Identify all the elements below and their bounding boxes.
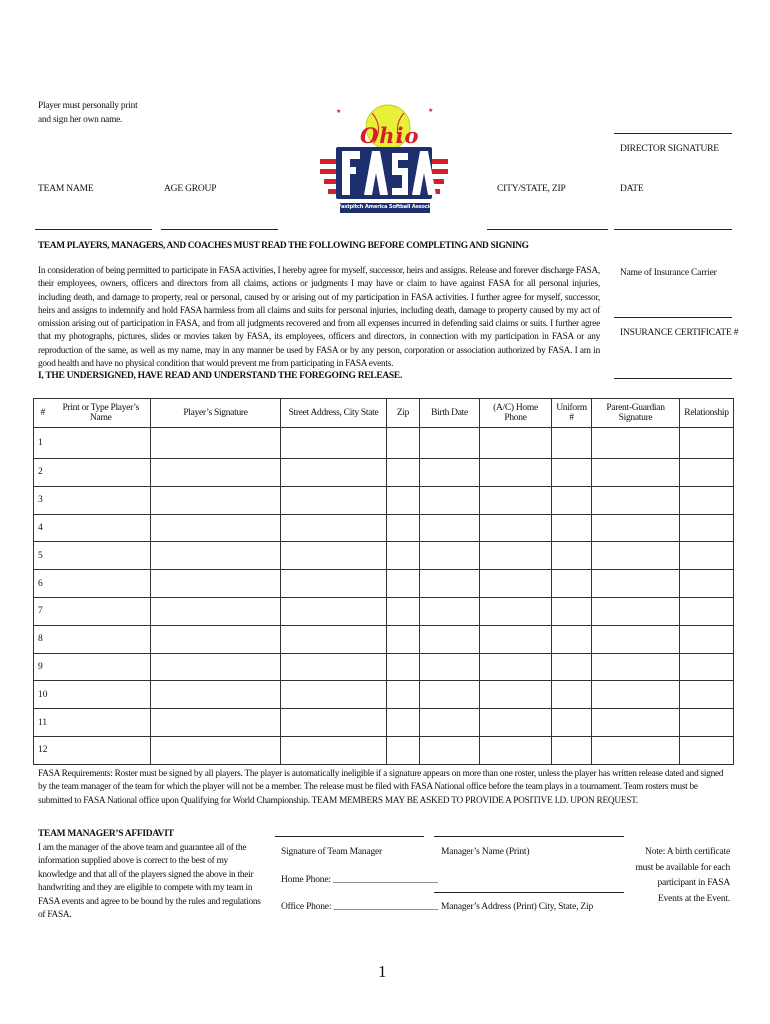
player-signature-cell[interactable]	[151, 736, 281, 764]
svg-text:★: ★	[428, 107, 434, 114]
insurance-certificate-label: INSURANCE CERTIFICATE #	[620, 328, 739, 338]
zip-cell[interactable]	[387, 625, 420, 653]
uniform-number-cell[interactable]	[552, 625, 592, 653]
manager-name-line	[434, 836, 624, 837]
manager-address-label: Manager’s Address (Print) City, State, Zip	[441, 902, 594, 912]
birth-date-cell[interactable]	[420, 486, 480, 514]
zip-cell[interactable]	[387, 736, 420, 764]
table-row	[34, 514, 734, 542]
manager-signature-line	[275, 836, 424, 837]
svg-text:★: ★	[336, 108, 342, 115]
row-number: 7	[34, 597, 52, 625]
col-player-name: Print or Type Player’s Name	[52, 399, 151, 428]
birth-date-cell[interactable]	[420, 514, 480, 542]
ohio-fasa-logo	[318, 103, 450, 221]
street-address-cell[interactable]	[281, 570, 387, 598]
parent-signature-cell[interactable]	[592, 459, 680, 487]
col-number: #	[34, 399, 52, 428]
player-signature-cell[interactable]	[151, 514, 281, 542]
zip-cell[interactable]	[387, 653, 420, 681]
table-row	[34, 736, 734, 764]
row-number: 9	[34, 653, 52, 681]
city-state-zip-line	[487, 229, 608, 230]
row-number: 5	[34, 542, 52, 570]
table-row	[34, 459, 734, 487]
player-signature-cell[interactable]	[151, 459, 281, 487]
relationship-cell[interactable]	[680, 570, 734, 598]
roster-body	[34, 428, 734, 765]
uniform-number-cell[interactable]	[552, 709, 592, 737]
parent-signature-cell[interactable]	[592, 597, 680, 625]
manager-address-line	[434, 892, 624, 893]
affidavit-heading: TEAM MANAGER’S AFFIDAVIT	[38, 829, 174, 839]
player-name-cell[interactable]	[52, 653, 151, 681]
birth-date-cell[interactable]	[420, 459, 480, 487]
team-name-label: TEAM NAME	[38, 184, 94, 194]
relationship-cell[interactable]	[680, 428, 734, 459]
relationship-cell[interactable]	[680, 542, 734, 570]
street-address-cell[interactable]	[281, 681, 387, 709]
table-row	[34, 653, 734, 681]
player-name-cell[interactable]	[52, 459, 151, 487]
parent-signature-cell[interactable]	[592, 570, 680, 598]
city-state-zip-label: CITY/STATE, ZIP	[497, 184, 566, 194]
street-address-cell[interactable]	[281, 653, 387, 681]
uniform-number-cell[interactable]	[552, 486, 592, 514]
uniform-number-cell[interactable]	[552, 570, 592, 598]
player-name-cell[interactable]	[52, 542, 151, 570]
fasa-requirements: FASA Requirements: Roster must be signed by all players. The player is automatically ineligible if a signature appears on more than one roster, unless the player has written release dated and signed by the team manager of the team for which the player will not be a member. The release must be filed with FASA National office before the team plays in a tournament. Team rosters must be submitted to FASA National office upon Qualifying for World Championship. TEAM MEMBERS MAY BE ASKED TO PROVIDE A POSITIVE I.D. UPON REQUEST.	[38, 769, 724, 806]
parent-signature-cell[interactable]	[592, 681, 680, 709]
home-phone-text: Home Phone:	[281, 875, 331, 885]
home-phone-cell[interactable]	[480, 709, 552, 737]
manager-name-label: Manager’s Name (Print)	[441, 847, 530, 857]
col-player-signature: Player’s Signature	[151, 399, 281, 428]
home-phone-cell[interactable]	[480, 428, 552, 459]
row-number: 6	[34, 570, 52, 598]
roster-header-row	[34, 399, 734, 428]
signature-of-team-manager-label: Signature of Team Manager	[281, 847, 382, 857]
zip-cell[interactable]	[387, 428, 420, 459]
zip-cell[interactable]	[387, 709, 420, 737]
home-phone-label	[281, 874, 438, 886]
relationship-cell[interactable]	[680, 597, 734, 625]
table-row	[34, 542, 734, 570]
table-row	[34, 428, 734, 459]
zip-cell[interactable]	[387, 459, 420, 487]
parent-signature-cell[interactable]	[592, 486, 680, 514]
zip-cell[interactable]	[387, 597, 420, 625]
player-signature-cell[interactable]	[151, 625, 281, 653]
relationship-cell[interactable]	[680, 459, 734, 487]
player-name-cell[interactable]	[52, 597, 151, 625]
zip-cell[interactable]	[387, 542, 420, 570]
birth-date-cell[interactable]	[420, 736, 480, 764]
player-name-cell[interactable]	[52, 570, 151, 598]
birth-date-cell[interactable]	[420, 653, 480, 681]
street-address-cell[interactable]	[281, 597, 387, 625]
player-name-cell[interactable]	[52, 486, 151, 514]
table-row	[34, 486, 734, 514]
birth-date-cell[interactable]	[420, 681, 480, 709]
parent-signature-cell[interactable]	[592, 709, 680, 737]
director-signature-line	[614, 133, 732, 134]
uniform-number-cell[interactable]	[552, 428, 592, 459]
relationship-cell[interactable]	[680, 681, 734, 709]
street-address-cell[interactable]	[281, 459, 387, 487]
row-number: 12	[34, 736, 52, 764]
home-phone-cell[interactable]	[480, 514, 552, 542]
birth-date-cell[interactable]	[420, 709, 480, 737]
home-phone-cell[interactable]	[480, 486, 552, 514]
insurance-carrier-line	[614, 317, 732, 318]
row-number: 1	[34, 428, 52, 459]
row-number: 2	[34, 459, 52, 487]
col-uniform-number: Uniform #	[552, 399, 592, 428]
date-label: DATE	[620, 184, 644, 194]
col-home-phone: (A/C) Home Phone	[480, 399, 552, 428]
col-street-address: Street Address, City State	[281, 399, 387, 428]
release-body: In consideration of being permitted to participate in FASA activities, I hereby agree for myself, successor, heirs and assigns. Release and forever discharge FASA, their employees, owners, officers and directors from all claims, actions or judgments I may have or claim to have against FASA for all personal injuries, including death, and damage to property, real or personal, caused by or arising out of my participation in FASA activities. I further agree for myself, successor, heirs and assigns to indemnify and hold FASA harmless from all claims and suits for personal injuries, including death, damage to property caused by my act of omission arising out of participation in FASA, and from all judgments recovered and from all expenses incurred in defending said claims or suits. I further agree that my photographs, pictures, slides or movies taken by FASA, its employees, officers and directors, in connection with my participation in FASA or any reproduction of the same, as well as my name, may in any manner be used by FASA or by any person, corporation or association authorized by FASA. I am in good health and have no physical condition that would prevent me from participating in FASA events.	[38, 266, 600, 370]
birth-date-cell[interactable]	[420, 570, 480, 598]
parent-signature-cell[interactable]	[592, 514, 680, 542]
parent-signature-cell[interactable]	[592, 428, 680, 459]
release-heading: TEAM PLAYERS, MANAGERS, AND COACHES MUST READ THE FOLLOWING BEFORE COMPLETING AND SIGNING	[38, 241, 529, 251]
player-signature-cell[interactable]	[151, 709, 281, 737]
director-signature-label: DIRECTOR SIGNATURE	[620, 144, 719, 154]
office-phone-text: Office Phone:	[281, 902, 332, 912]
relationship-cell[interactable]	[680, 625, 734, 653]
parent-signature-cell[interactable]	[592, 542, 680, 570]
row-number: 10	[34, 681, 52, 709]
player-signature-cell[interactable]	[151, 681, 281, 709]
player-signature-cell[interactable]	[151, 653, 281, 681]
street-address-cell[interactable]	[281, 514, 387, 542]
affidavit-body: I am the manager of the above team and guarantee all of the information supplied above is correct to the best of my knowledge and that all of the players signed the above in their handwriting and they are eligible to compete with my team in FASA events and agree to be bound by the rules and regulations of FASA.	[38, 843, 261, 921]
table-row	[34, 625, 734, 653]
home-phone-cell[interactable]	[480, 542, 552, 570]
table-row	[34, 597, 734, 625]
player-name-cell[interactable]	[52, 625, 151, 653]
player-name-cell[interactable]	[52, 514, 151, 542]
street-address-cell[interactable]	[281, 428, 387, 459]
uniform-number-cell[interactable]	[552, 542, 592, 570]
date-line	[614, 229, 732, 230]
player-signature-cell[interactable]	[151, 570, 281, 598]
insurance-certificate-line	[614, 378, 732, 379]
insurance-carrier-label: Name of Insurance Carrier	[620, 268, 717, 278]
team-name-line	[35, 229, 152, 230]
birth-date-cell[interactable]	[420, 597, 480, 625]
player-signature-cell[interactable]	[151, 597, 281, 625]
street-address-cell[interactable]	[281, 625, 387, 653]
zip-cell[interactable]	[387, 570, 420, 598]
relationship-cell[interactable]	[680, 709, 734, 737]
home-phone-cell[interactable]	[480, 597, 552, 625]
street-address-cell[interactable]	[281, 736, 387, 764]
row-number: 3	[34, 486, 52, 514]
zip-cell[interactable]	[387, 514, 420, 542]
uniform-number-cell[interactable]	[552, 459, 592, 487]
street-address-cell[interactable]	[281, 709, 387, 737]
col-birth-date: Birth Date	[420, 399, 480, 428]
player-instruction: Player must personally print and sign her own name.	[38, 101, 138, 125]
table-row	[34, 570, 734, 598]
uniform-number-cell[interactable]	[552, 514, 592, 542]
home-phone-cell[interactable]	[480, 625, 552, 653]
birth-date-cell[interactable]	[420, 542, 480, 570]
uniform-number-cell[interactable]	[552, 736, 592, 764]
row-number: 4	[34, 514, 52, 542]
col-zip: Zip	[387, 399, 420, 428]
uniform-number-cell[interactable]	[552, 597, 592, 625]
release-acknowledgement: I, THE UNDERSIGNED, HAVE READ AND UNDERSTAND THE FOREGOING RELEASE.	[38, 371, 403, 381]
col-parent-signature: Parent-Guardian Signature	[592, 399, 680, 428]
zip-cell[interactable]	[387, 486, 420, 514]
player-signature-cell[interactable]	[151, 542, 281, 570]
street-address-cell[interactable]	[281, 542, 387, 570]
relationship-cell[interactable]	[680, 486, 734, 514]
age-group-line	[161, 229, 278, 230]
page-number: 1	[378, 962, 387, 981]
home-phone-cell[interactable]	[480, 459, 552, 487]
player-name-cell[interactable]	[52, 681, 151, 709]
logo-subtitle: Fastpitch America Softball Association	[338, 204, 444, 210]
office-phone-label	[281, 901, 438, 913]
parent-signature-cell[interactable]	[592, 625, 680, 653]
home-phone-cell[interactable]	[480, 570, 552, 598]
parent-signature-cell[interactable]	[592, 736, 680, 764]
birth-date-cell[interactable]	[420, 625, 480, 653]
home-phone-cell[interactable]	[480, 653, 552, 681]
relationship-cell[interactable]	[680, 736, 734, 764]
home-phone-blank[interactable]: _______________________	[332, 875, 438, 885]
office-phone-blank[interactable]: _______________________	[333, 902, 439, 912]
birth-certificate-note: Note: A birth certificate must be available for each participant in FASA Events at the Event.	[635, 847, 730, 904]
uniform-number-cell[interactable]	[552, 681, 592, 709]
col-relationship: Relationship	[680, 399, 734, 428]
parent-signature-cell[interactable]	[592, 653, 680, 681]
relationship-cell[interactable]	[680, 514, 734, 542]
birth-date-cell[interactable]	[420, 428, 480, 459]
table-row	[34, 709, 734, 737]
street-address-cell[interactable]	[281, 486, 387, 514]
home-phone-cell[interactable]	[480, 736, 552, 764]
player-name-cell[interactable]	[52, 428, 151, 459]
relationship-cell[interactable]	[680, 653, 734, 681]
table-row	[34, 681, 734, 709]
player-name-cell[interactable]	[52, 736, 151, 764]
zip-cell[interactable]	[387, 681, 420, 709]
player-signature-cell[interactable]	[151, 486, 281, 514]
player-name-cell[interactable]	[52, 709, 151, 737]
row-number: 11	[34, 709, 52, 737]
player-signature-cell[interactable]	[151, 428, 281, 459]
uniform-number-cell[interactable]	[552, 653, 592, 681]
home-phone-cell[interactable]	[480, 681, 552, 709]
roster-table	[33, 398, 734, 765]
row-number: 8	[34, 625, 52, 653]
age-group-label: AGE GROUP	[164, 184, 217, 194]
logo-ohio-text: Ohio	[360, 123, 420, 148]
